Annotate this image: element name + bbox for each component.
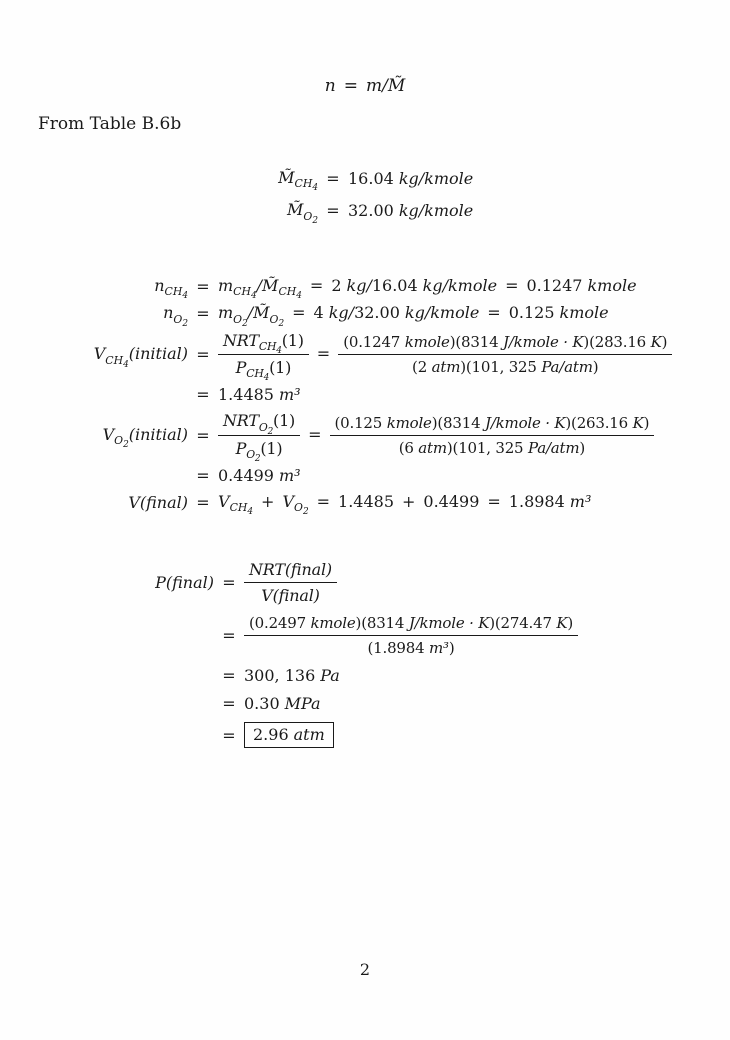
equation-volume-ch4-initial (74, 330, 672, 384)
var-n: n (324, 76, 336, 96)
equation-pressure-atm-boxed (146, 722, 578, 748)
equals-sign: = (196, 276, 210, 296)
equation-molar-mass-o2 (228, 200, 474, 226)
equation-volume-final (74, 492, 672, 518)
equals-sign: = (222, 573, 236, 592)
equals-sign: = (196, 425, 210, 445)
equals-sign: = (326, 201, 340, 221)
equation-volume-ch4-result (74, 385, 672, 404)
equation-pressure-pa (146, 666, 578, 685)
equation-moles-ch4 (74, 276, 672, 302)
answer-box: 2.96 atm (244, 722, 334, 748)
equals-sign: = (222, 694, 236, 713)
equals-sign: = (196, 304, 210, 324)
expr-pressure-numbers (244, 614, 578, 657)
equation-volume-o2-initial (74, 411, 672, 465)
equals-sign: = (196, 345, 210, 365)
page-number: 2 (359, 960, 371, 979)
var-p-final: P(final) (155, 573, 214, 592)
equation-moles-o2 (74, 303, 672, 329)
var-molar-mass-ch4: $M̃_{CH_4}$ (278, 168, 318, 194)
expr-pressure-formula (244, 560, 337, 605)
var-n-ch4: $n_{CH_4}$ (154, 276, 188, 302)
var-v-ch4-initial: $V_{CH_4}(initial)$ (93, 344, 188, 370)
equation-volume-o2-result (74, 466, 672, 485)
final-pressure-equations (146, 560, 578, 757)
value-volume-o2: 0.4499 m³ (218, 466, 301, 486)
expr-moles-o2: $m_{O_2}/M̃_{O_2}= 4$ kg/32.00 kg/kmole = 0.125 kmole (218, 303, 609, 329)
fraction-nrt-p-o2: $\frac{NRT_{O_2}(1)}{P_{O_2}(1)}$ (218, 411, 300, 459)
fraction-volume-o2-numbers: $\frac{\text{(0.125 kmole)(8314 J/kmole · K)(263.16 K)}}{\text{(6 atm)(101, 325 Pa/atm)}}$ (330, 414, 655, 457)
expr-volume-ch4: $\frac{NRT_{CH_4}(1)}{P_{CH_4}(1)}$ = $\frac{\text{(0.1247 kmole)(8314 J/kmole · K)(283.16 K)}}{\text{(2 atm)(101, 325 Pa/atm)}}$ (218, 331, 672, 379)
equation-pressure-mpa (146, 694, 578, 713)
fraction-pressure-numbers: $\frac{\text{(0.2497 kmole)(8314 J/kmole · K)(274.47 K)}}{\text{(1.8984 m³)}}$ (244, 614, 578, 657)
expr-m-over-M: m/M̃ (365, 76, 406, 96)
equation-pressure-final-substitution (146, 614, 578, 657)
expr-volume-o2: $\frac{NRT_{O_2}(1)}{P_{O_2}(1)}$ = $\frac{\text{(0.125 kmole)(8314 J/kmole · K)(263.16 K)}}{\text{(6 atm)(101, 325 Pa/atm)}}$ (218, 411, 654, 459)
fraction-volume-ch4-numbers: $\frac{\text{(0.1247 kmole)(8314 J/kmole · K)(283.16 K)}}{\text{(2 atm)(101, 325 Pa/atm)}}$ (338, 333, 672, 376)
equals-sign: = (222, 725, 236, 745)
equation-molar-mass-ch4 (228, 168, 474, 194)
equals-sign: = (222, 666, 236, 685)
fraction-nrt-p-ch4: $\frac{NRT_{CH_4}(1)}{P_{CH_4}(1)}$ (218, 331, 309, 379)
mole-volume-equations (74, 276, 672, 520)
var-n-o2: $n_{O_2}$ (163, 303, 188, 329)
equation-pressure-final-formula (146, 560, 578, 605)
final-answer (244, 722, 334, 748)
expr-moles-ch4: $m_{CH_4}/M̃_{CH_4}= 2$ kg/16.04 kg/kmole = 0.1247 kmole (218, 276, 637, 302)
var-v-o2-initial: $V_{O_2}(initial)$ (102, 425, 188, 451)
var-molar-mass-o2: $M̃_{O_2}$ (287, 200, 318, 226)
value-pressure-mpa: 0.30 MPa (244, 694, 321, 713)
value-molar-mass-ch4: 16.04 kg/kmole (348, 168, 474, 188)
var-v-final: V(final) (128, 492, 188, 512)
fraction-nrt-v-final: $\frac{\text{NRT(final)}}{\text{V(final)}}$ (244, 560, 337, 605)
value-volume-ch4: 1.4485 m³ (218, 385, 301, 405)
equals-sign: = (326, 168, 340, 188)
equals-sign: = (222, 626, 236, 645)
equals-sign: = (196, 466, 210, 486)
expr-volume-final: $V_{CH_4}+ V_{O_2}= 1.4485 + 0.4499 = 1.8984$ m³ (218, 492, 592, 518)
equals-sign: = (196, 385, 210, 405)
value-pressure-pa: 300, 136 Pa (244, 666, 340, 685)
equals-sign: = (343, 76, 358, 96)
table-reference-text: From Table B.6b (38, 114, 182, 134)
equation-moles-definition (0, 76, 730, 96)
value-molar-mass-o2: 32.00 kg/kmole (348, 201, 474, 221)
equals-sign: = (196, 492, 210, 512)
molar-mass-equations (228, 168, 473, 233)
